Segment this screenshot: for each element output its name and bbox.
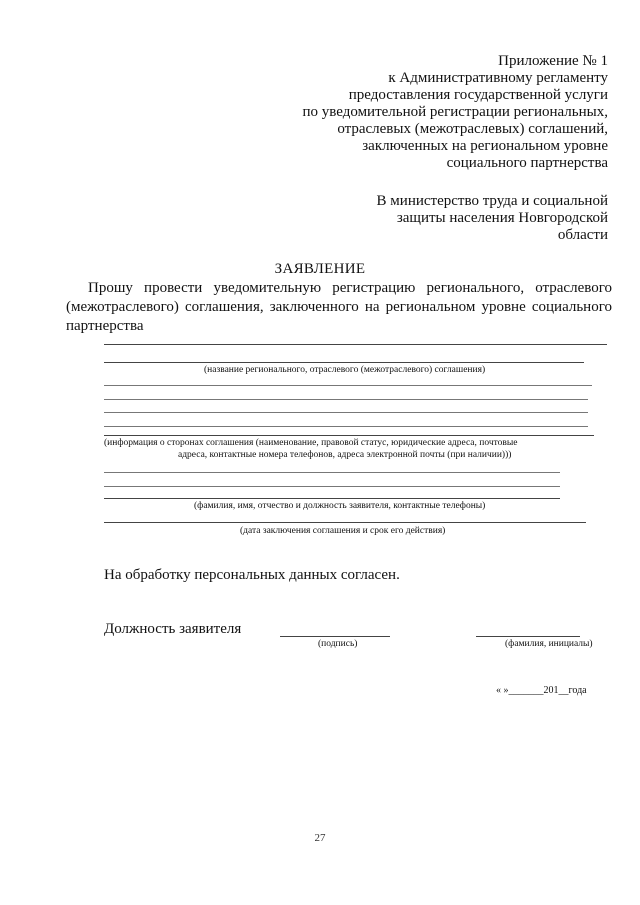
signature-line[interactable] [280, 636, 390, 637]
parties-info-line[interactable] [104, 435, 594, 436]
request-paragraph [66, 279, 612, 336]
addressee-line: В министерство труда и социальной [376, 193, 608, 209]
parties-info-line[interactable] [104, 399, 588, 400]
name-initials-caption: (фамилия, инициалы) [505, 639, 593, 649]
request-text: Прошу провести уведомительную регистрацию регионального, отраслевого (межотраслевого) соглашения, заключенного на региональном уровне социального партнерства [66, 280, 612, 334]
addressee-line: области [557, 227, 608, 243]
date-line[interactable]: « »_______201__года [496, 685, 587, 696]
appendix-line: по уведомительной регистрации региональных, [302, 104, 608, 120]
appendix-line: социального партнерства [446, 155, 608, 171]
document-title: ЗАЯВЛЕНИЕ [274, 261, 366, 277]
appendix-line: предоставления государственной услуги [348, 87, 608, 103]
agreement-name-line[interactable] [104, 344, 607, 345]
parties-info-line[interactable] [104, 426, 588, 427]
parties-info-line[interactable] [104, 385, 592, 386]
parties-info-line[interactable] [104, 412, 588, 413]
addressee-block [377, 193, 608, 244]
conclusion-date-line[interactable] [104, 522, 586, 523]
agreement-name-caption: (название регионального, отраслевого (межотраслевого) соглашения) [204, 365, 486, 375]
consent-text: На обработку персональных данных согласен. [104, 567, 400, 583]
page-number: 27 [314, 832, 326, 844]
addressee-line: защиты населения Новгородской [396, 210, 608, 226]
appendix-line: к Административному регламенту [388, 70, 608, 86]
applicant-line[interactable] [104, 486, 560, 487]
name-initials-line[interactable] [476, 636, 580, 637]
appendix-line: отраслевых (межотраслевых) соглашений, [337, 121, 608, 137]
position-label: Должность заявителя [104, 621, 242, 637]
signature-caption: (подпись) [318, 639, 358, 649]
applicant-caption: (фамилия, имя, отчество и должность заявителя, контактные телефоны) [194, 501, 486, 511]
agreement-name-line[interactable] [104, 362, 584, 363]
applicant-line[interactable] [104, 498, 560, 499]
appendix-header [302, 53, 608, 172]
appendix-line: Приложение № 1 [498, 53, 608, 69]
applicant-line[interactable] [104, 472, 560, 473]
conclusion-date-caption: (дата заключения соглашения и срок его действия) [240, 526, 446, 536]
appendix-line: заключенных на региональном уровне [362, 138, 608, 154]
parties-info-caption: адреса, контактные номера телефонов, адреса электронной почты (при наличии))) [178, 450, 512, 460]
parties-info-caption: (информация о сторонах соглашения (наименование, правовой статус, юридические адреса, почтовые [104, 438, 518, 448]
